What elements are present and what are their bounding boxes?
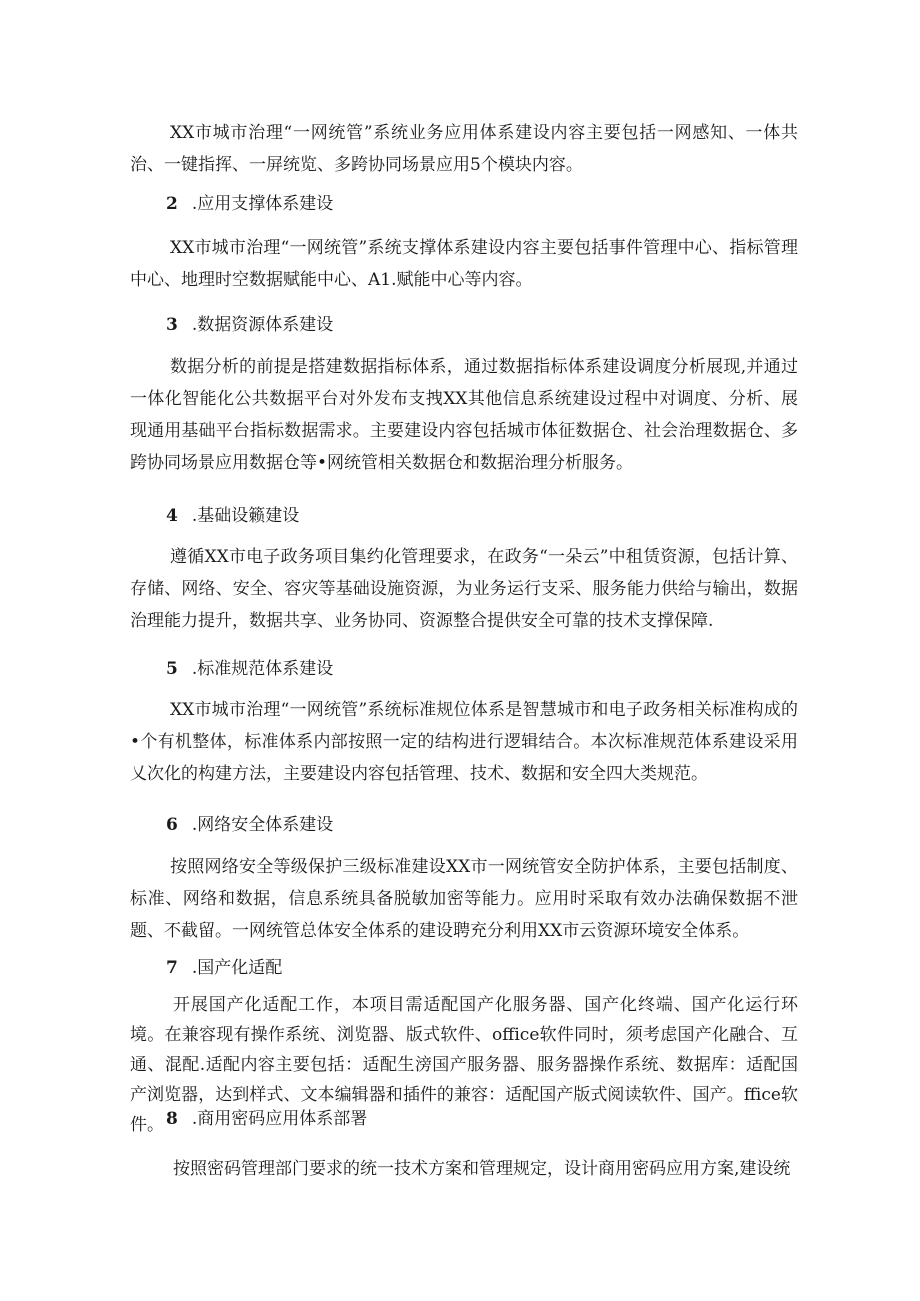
heading-number: 5 (166, 659, 178, 679)
heading-title: .商用密码应用体系部署 (191, 1109, 368, 1129)
paragraph-commercial-crypto: 按照密码管理部门要求的统一技术方案和管理规定，设计商用密码应用方案,建设统 (173, 1159, 791, 1179)
heading-3 (166, 313, 333, 337)
heading-number: 4 (166, 506, 178, 526)
heading-title: .网络安全体系建设 (191, 815, 334, 835)
paragraph-localization: 开展国产化适配工作，本项目需适配国产化服务器、国产化终端、国产化运行环境。在兼容现有操作系统、浏览器、版式软件、office软件同时，须考虑国产化融合、互通、混配.适配内容主要包括：适配生滂国产服务器、服务器操作系统、数据库：适配国产浏览器，达到样式、文本编辑器和插件的兼容：适配国产版式阅读软件、国产。ffice软件。 (130, 995, 798, 1135)
heading-number: 2 (166, 194, 178, 214)
paragraph-infrastructure: 遵循XX市电子政务项目集约化管理要求，在政务“一朵云”中租赁资源，包括计算、存储、网络、安全、容灾等基础设施资源，为业务运行支采、服务能力供给与输出，数据治理能力提升，数据共享、业务协同、资源整合提供安全可靠的技术支撑保障. (130, 547, 798, 631)
heading-title: .应用支撑体系建设 (191, 194, 334, 214)
heading-6 (166, 813, 333, 837)
heading-7 (166, 956, 282, 980)
heading-number: 3 (166, 315, 178, 335)
heading-2 (166, 192, 333, 216)
paragraph-data-resources: 数据分析的前提是搭建数据指标体系，通过数据指标体系建设调度分析展现,并通过一体化智能化公共数据平台对外发布支拽XX其他信息系统建设过程中对调度、分析、展现通用基础平台指标数据需求。主要建设内容包括城市体征数据仓、社会治理数据仓、多跨协同场景应用数据仓等•网统管相关数据仓和数据治理分析服务。 (130, 357, 798, 473)
heading-4 (166, 504, 299, 528)
heading-number: 6 (166, 815, 178, 835)
heading-title: .标准规范体系建设 (191, 659, 334, 679)
heading-number: 7 (166, 958, 178, 978)
paragraph-support-system: XX市城市治理“一网统管”系统支撑体系建设内容主要包括事件管理中心、指标管理中心、地理时空数据赋能中心、A1.赋能中心等内容。 (130, 238, 798, 290)
paragraph-network-security: 按照网络安全等级保护三级标准建设XX市一网统管安全防护体系，主要包括制度、标准、网络和数据，信息系统具备脱敏加密等能力。应用时采取有效办法确保数据不泄题、不截留。一网统管总体安全体系的建设聘充分利用XX市云资源环境安全体系。 (130, 857, 798, 941)
paragraph-business-application: XX市城市治理“一网统管”系统业务应用体系建设内容主要包括一网感知、一体共治、一键指挥、一屏统览、多跨协同场景应用5个模块内容。 (130, 123, 798, 175)
heading-5 (166, 657, 333, 681)
heading-title: .国产化适配 (191, 958, 283, 978)
paragraph-standards: XX市城市治理“一网统管”系统标准规位体系是智慧城市和电子政务相关标准构成的•个有机整体，标准体系内部按照一定的结构进行逻辑结合。本次标准规范体系建设采用乂次化的构建方法，主要建设内容包括管理、技术、数据和安全四大类规范。 (130, 700, 798, 784)
heading-number: 8 (166, 1109, 178, 1129)
heading-title: .数据资源体系建设 (191, 315, 334, 335)
heading-8 (166, 1107, 367, 1131)
heading-title: .基础设籁建设 (191, 506, 300, 526)
